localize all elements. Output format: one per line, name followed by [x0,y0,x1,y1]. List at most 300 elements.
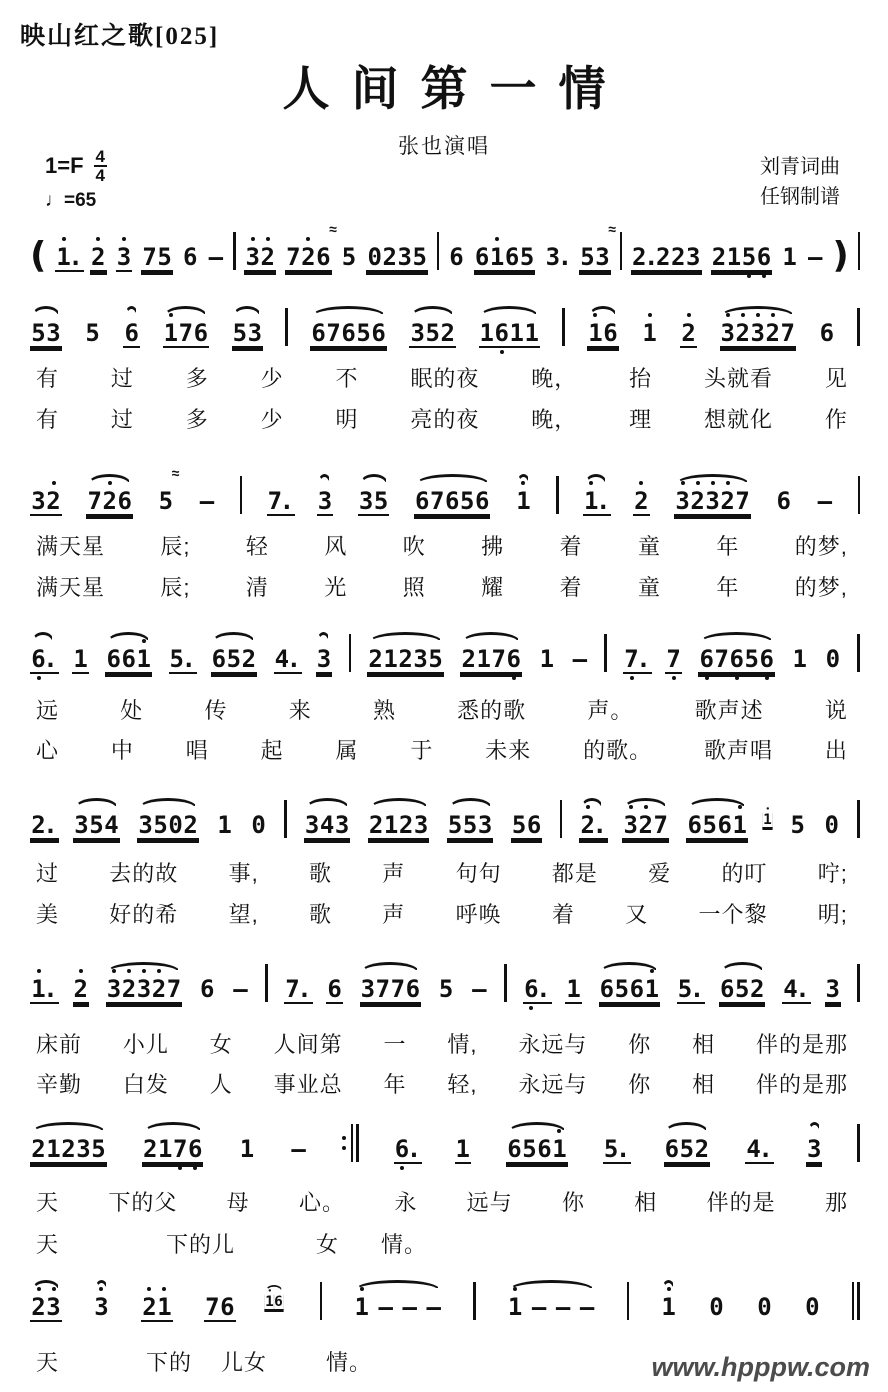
note-group: 2 1 2 3 5 [368,637,443,682]
lyric-cell: 着 [559,575,583,600]
note-group: 3 4 3 [305,803,350,848]
note-group: 1 6 [588,311,618,356]
lyric-cell: 永 [394,1190,418,1215]
lyrics-row [36,362,848,393]
lyric-cell: 去的故 [109,861,179,886]
slur-arc [480,306,538,316]
slur-arc [355,1280,440,1290]
note-group: 3 . [545,243,573,271]
note-group: 0 [805,1293,820,1321]
note-group: 1 [455,1135,470,1163]
lyric-cell: 年 [716,575,740,600]
lyric-cell: 你 [561,1190,585,1215]
note-group: 6 6 1 [106,637,151,682]
note-group: 4 . [746,1135,773,1163]
note-group: 6 5 2 [664,1127,709,1172]
barline [857,1124,860,1172]
note-group: 5 [438,975,454,1003]
note-group: 5 [341,243,357,271]
lyric-cell: 天 [36,1232,60,1257]
note-group: 6 [819,319,835,347]
score-line-2 [30,294,860,356]
note-group: 2 1 2 3 [369,803,429,848]
barline [852,1282,860,1330]
note-group: 2 1 7 6 [143,1127,203,1172]
barline: ) [832,235,849,276]
lyric-cell: 心。 [298,1190,345,1215]
note-group: 2 1 2 3 5 [31,1127,106,1172]
score-line-3 [30,462,860,524]
note-group: ≈ 7 2 6 [286,221,335,271]
note-group: 5 [85,319,100,347]
lyric-cell: 说 [824,698,848,723]
slur-arc [32,632,54,642]
lyric-cell: 心 [36,738,60,763]
lyrics-row [36,403,848,434]
slur-arc [721,962,764,972]
note-group: 1 6 [265,1288,283,1315]
lyric-cell: 小儿 [122,1032,169,1057]
lyric-cell: 起 [260,738,284,763]
lyric-cell: 轻, [447,1072,478,1097]
time-signature-denominator: 4 [95,166,105,185]
slur-arc [662,1280,675,1290]
lyric-cell: 事业总 [273,1072,343,1097]
note-group: 5 . [677,975,705,1003]
lyric-cell: 永远与 [518,1032,588,1057]
note-group: 2 1 7 6 [461,637,521,682]
lyric-cell: 辰; [160,534,191,559]
time-signature [94,148,107,184]
lyric-cell: 句句 [455,861,502,886]
note-group: 4 . [783,975,810,1003]
barline [556,476,559,524]
note-group: 2 3 [31,1285,61,1330]
lyric-cell: 歌 [309,902,333,927]
lyric-cell: 都是 [551,861,598,886]
note-group: 2 [634,479,649,524]
slur-arc [32,306,60,316]
note-group: 3 [807,1127,822,1172]
lyrics-row [36,898,848,929]
barline [604,634,607,682]
slur-arc [125,306,138,316]
lyric-cell: 情。 [326,1350,373,1375]
lyric-cell: 抬 [629,366,653,391]
note-group: 6 . [395,1127,419,1172]
slur-arc [312,306,385,316]
slur-arc [721,306,794,316]
note-group: 3 5 0 2 [138,803,198,848]
lyricist-composer-credit: 刘青词曲 [760,156,840,178]
note-group: 7 . [285,975,312,1003]
slur-arc [32,1280,60,1290]
lyric-cell: 过 [36,861,60,886]
performer-subtitle: 张也演唱 [398,135,490,158]
note-group: 6 5 6 1 [507,1127,567,1172]
slur-arc [416,474,489,484]
slur-arc [411,306,454,316]
lyric-cell: 呼唤 [455,902,502,927]
note-group: 6 5 2 [720,967,765,1012]
barline [857,308,860,356]
lyric-cell: 晚， [531,366,578,391]
note-group: 2 1 5 6 [711,235,771,280]
lyric-cell: 理 [629,407,653,432]
note-group: 6 7 6 5 6 [415,479,490,524]
note-group: 3 [116,235,131,280]
slur-arc [107,962,180,972]
slur-arc [589,306,617,316]
lyrics-row [36,857,848,888]
slur-arc [462,632,520,642]
lyric-cell: 下的父 [108,1190,178,1215]
lyric-cell: 一个黎 [698,902,768,927]
lyric-cell: 那 [824,1190,848,1215]
note-group: 3 5 4 [74,803,119,848]
note-group: 7 6 [205,1293,235,1321]
note-group: – [572,645,588,673]
lyric-cell: 着 [559,534,583,559]
lyric-cell: 满天星 [36,575,106,600]
lyric-cell: 眠的夜 [410,366,480,391]
barline [473,1282,476,1330]
song-title: 人间第一情 [282,64,628,116]
slur-arc [700,632,773,642]
barline [265,964,268,1012]
lyric-cell: 人 [209,1072,233,1097]
note-group: 1 [642,311,657,356]
lyric-cell: 来 [288,698,312,723]
lyric-cell: 的梦, [794,575,848,600]
lyric-cell: 情, [447,1032,478,1057]
note-group: 1 – – – [354,1285,441,1330]
score-line-5 [30,786,860,848]
note-group: 7 . [267,487,295,515]
note-group: – [291,1135,306,1163]
barline [562,308,565,356]
lyric-cell: 拂 [481,534,505,559]
score-line-4 [30,620,860,682]
note-group: 5 . [169,645,196,673]
barline [627,1282,630,1330]
note-group: 5 3 [232,311,262,356]
slur-arc [688,798,746,808]
lyric-cell: 熟 [372,698,396,723]
slur-arc [665,1122,708,1132]
lyric-cell: 见 [824,366,848,391]
slur-arc [581,798,603,808]
slur-arc [95,1280,108,1290]
note-group: 2 . [31,811,58,839]
lyric-cell: 想就化 [704,407,774,432]
note-group: – [808,243,823,271]
slur-arc [360,474,388,484]
note-group: 1 [661,1285,676,1330]
note-group: – [233,975,248,1003]
note-group: 6 5 2 [211,637,256,682]
note-group: 6 [124,311,139,356]
slur-arc [32,1122,105,1132]
lyric-cell: 儿女 [221,1350,268,1375]
key-signature-block [45,148,107,212]
note-group: 3 5 [359,479,389,524]
lyrics-row [36,530,848,561]
note-group: 3 [94,1285,109,1330]
lyrics-row [36,1028,848,1059]
lyric-cell: 处 [120,698,144,723]
lyric-cell: 天 [36,1350,60,1375]
lyric-cell: 又 [625,902,649,927]
lyric-cell: 风 [324,534,348,559]
lyric-cell: 轻 [245,534,269,559]
note-group: 1 6 1 1 [479,311,539,356]
lyric-cell: 下的 [146,1350,193,1375]
note-group: 3 2 3 2 7 [106,967,181,1012]
slur-arc [508,1122,566,1132]
lyric-cell: 头就看 [704,366,774,391]
note-group: 2 [91,235,106,280]
lyric-cell: 床前 [36,1032,83,1057]
note-group: 2 [681,311,696,356]
lyric-cell: 多 [185,407,209,432]
lyric-cell: 远 [36,698,60,723]
note-group: 3 2 [245,235,275,280]
note-group: 1 [539,645,555,673]
note-group: 0 [824,811,839,839]
lyric-cell: 亮的夜 [410,407,480,432]
lyric-cell: 的叮 [721,861,768,886]
lyric-cell: 明 [335,407,359,432]
note-group: 6 [199,975,215,1003]
lyric-cell: 童 [637,575,661,600]
lyric-cell: 天 [36,1190,60,1215]
note-group: 0 [709,1293,724,1321]
slur-arc [75,798,118,808]
barline [285,308,288,356]
lyric-cell: 耀 [481,575,505,600]
lyric-cell: 年 [716,534,740,559]
slur-arc [370,798,428,808]
lyric-cell: 白发 [122,1072,169,1097]
note-group: 0 [757,1293,772,1321]
lyric-cell: 明; [817,902,848,927]
note-group: 6 [449,243,464,271]
lyric-cell: 传 [204,698,228,723]
barline [858,476,861,524]
note-group: 5 6 [511,811,542,839]
note-group: 2 [73,967,88,1012]
note-group: 7 [666,637,681,682]
lyric-cell: 美 [36,902,60,927]
barline [284,800,287,848]
lyric-cell: 相 [692,1032,716,1057]
lyric-cell: 望, [228,902,259,927]
note-group: 1 [239,1135,255,1163]
lyric-cell: 光 [324,575,348,600]
slur-arc [585,474,607,484]
lyric-cell: 过 [110,407,134,432]
note-group: 5 [790,811,805,839]
lyric-cell: 歌声唱 [704,738,774,763]
note-group: 3 7 7 6 [360,967,420,1012]
note-group: ≈ 5 3 [580,221,614,271]
note-group: 6 7 6 5 6 [699,637,774,682]
lyric-cell: 不 [335,366,359,391]
note-group: 1 [792,645,807,673]
trill-ornament-icon: ≈ [171,465,178,481]
slur-arc [361,962,419,972]
note-group: 1 . [56,235,80,280]
note-group: 1 7 6 [163,311,208,356]
note-group: 5 . [603,1135,631,1163]
lyric-cell: 爱 [648,861,672,886]
lyric-cell: 声。 [587,698,634,723]
lyric-cell: 声 [382,902,406,927]
lyric-cell: 辰; [160,575,191,600]
barline [560,800,563,848]
lyric-cell: 晚， [531,407,578,432]
lyric-cell: 年 [383,1072,407,1097]
lyric-cell: 母 [226,1190,250,1215]
barline [620,232,623,280]
lyric-cell: 辛勤 [36,1072,83,1097]
lyric-cell: 属 [335,738,359,763]
time-signature-numerator: 4 [95,147,105,166]
slur-arc [449,798,492,808]
note-group: 5 5 3 [448,803,493,848]
lyric-cell: 着 [551,902,575,927]
note-group: 0 [825,645,841,673]
note-group: 1 . [584,479,608,524]
lyric-cell: 好的希 [109,902,179,927]
slur-arc [676,474,749,484]
score-line-8 [30,1268,860,1330]
note-group: 0 2 3 5 [367,243,427,271]
lyric-cell: 女 [316,1232,340,1257]
note-group: 6 [776,487,791,515]
note-group: – [199,487,215,515]
slur-arc [369,632,442,642]
lyric-cell: 的梦, [794,534,848,559]
note-group: 1 – – – [508,1285,595,1330]
lyrics-row [36,1228,848,1259]
note-group: 6 [327,975,342,1003]
slur-arc [808,1122,821,1132]
note-group: 1 [782,243,797,271]
lyric-cell: 少 [260,366,284,391]
series-header: 映山红之歌[025] [20,23,220,50]
lyric-cell: 清 [245,575,269,600]
lyric-cell: 中 [110,738,134,763]
note-group: 2 1 [142,1285,172,1330]
barline: ( [30,235,47,276]
lyric-cell: 你 [628,1032,652,1057]
note-group: 2 . 2 2 3 [632,243,701,271]
lyric-cell: 你 [628,1072,652,1097]
note-group: ≈ 5 [158,465,178,515]
key-signature: 1=F [45,153,84,178]
slur-arc [306,798,349,808]
lyrics-row [36,694,848,725]
lyric-cell: 照 [402,575,426,600]
credits-block [760,152,840,212]
lyric-cell: 事, [228,861,259,886]
note-group: – [817,487,833,515]
lyric-cell: 的歌。 [583,738,653,763]
lyrics-row [36,571,848,602]
trill-ornament-icon: ≈ [329,221,335,237]
barline [858,232,861,280]
lyric-cell: 相 [634,1190,658,1215]
lyrics-row [36,1068,848,1099]
lyric-cell: 吹 [402,534,426,559]
slur-arc [233,306,261,316]
lyric-cell: 声 [382,861,406,886]
lyric-cell: 有 [36,407,60,432]
score-line-6 [30,950,860,1012]
note-group: 7 . [624,637,648,682]
lyric-cell: 少 [260,407,284,432]
slur-arc [144,1122,202,1132]
lyric-cell: 作 [824,407,848,432]
note-group: 6 5 6 1 [599,967,659,1012]
lyric-cell: 伴的是那 [755,1072,848,1097]
lyric-cell: 于 [410,738,434,763]
note-group: 7 2 6 [87,479,132,524]
lyric-cell: 满天星 [36,534,106,559]
note-group: 6 5 6 1 [687,803,747,848]
lyric-cell: 咛; [817,861,848,886]
barline [857,634,860,682]
lyric-cell: 歌 [309,861,333,886]
lyric-cell: 有 [36,366,60,391]
note-group: 1 [763,806,772,833]
score-line-intro [30,218,860,280]
slur-arc [107,632,150,642]
lyrics-row [36,1186,848,1217]
barline [342,1124,359,1172]
tempo-marking: ♩=65 [45,190,97,211]
lyric-cell: 过 [110,366,134,391]
note-group: 1 . [31,967,55,1012]
barline [857,800,860,848]
note-group: 3 2 3 2 7 [675,479,750,524]
slur-arc [265,1285,282,1291]
note-group: 1 [217,811,232,839]
lyric-cell: 人间第 [273,1032,343,1057]
lyric-cell: 远与 [466,1190,513,1215]
trill-ornament-icon: ≈ [608,221,614,237]
lyric-cell: 唱 [185,738,209,763]
note-group: 3 2 7 [623,803,668,848]
lyric-cell: 出 [824,738,848,763]
barline [349,634,352,682]
barline [857,964,860,1012]
lyric-cell: 女 [209,1032,233,1057]
note-group: 6 . [31,637,55,682]
slur-arc [317,632,330,642]
barline [437,232,440,280]
note-group: 3 2 [31,479,61,524]
barline [504,964,507,1012]
score-line-7 [30,1110,860,1172]
note-group: – [472,975,487,1003]
note-group: 7 5 [142,243,172,271]
lyric-cell: 伴的是 [706,1190,776,1215]
note-group: – [208,243,224,271]
slur-arc [600,962,658,972]
